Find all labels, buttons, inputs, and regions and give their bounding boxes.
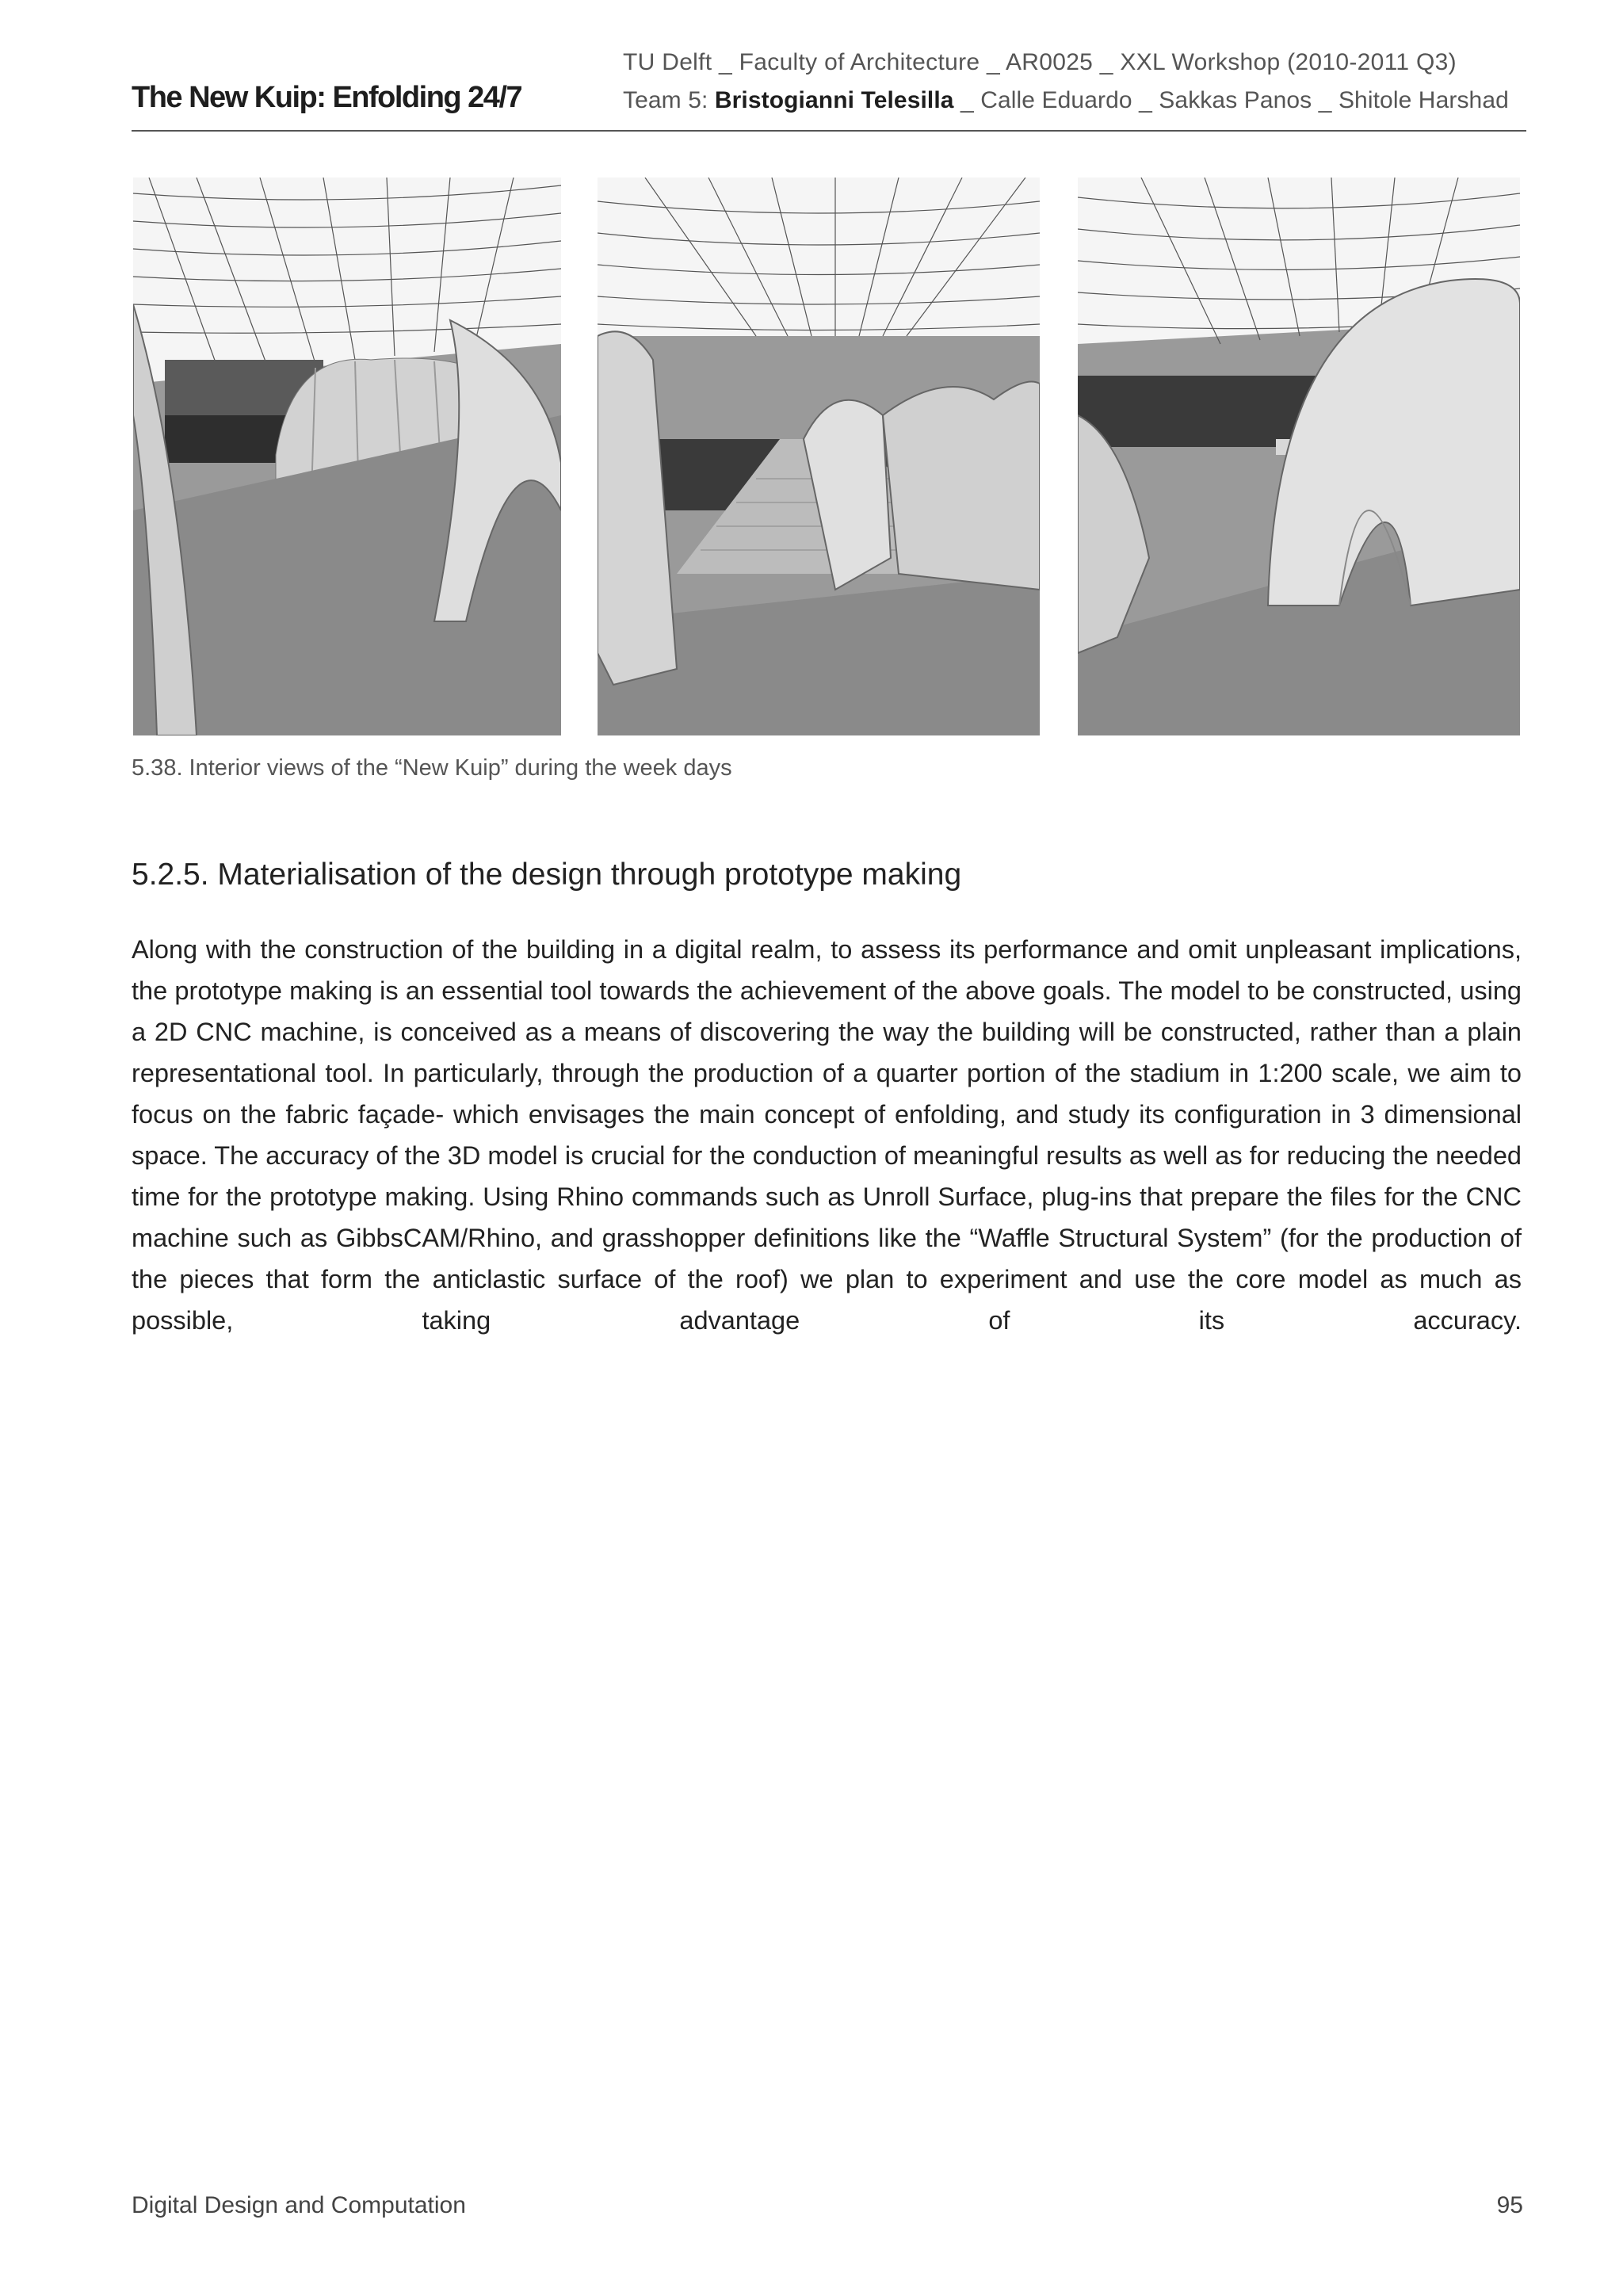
page-header	[132, 41, 1526, 132]
interior-view-image-3	[1078, 178, 1520, 735]
team-lead: Bristogianni Telesilla	[714, 87, 954, 113]
body-paragraph: Along with the construction of the building in a digital realm, to assess its performance and omit unpleasant implications, the prototype making is an essential tool towards the achievement of the above goals. The model to be constructed, using a 2D CNC machine, is conceived as a means of discovering the way the building will be constructed, rather than a plain representational tool. In particularly, through the production of a quarter portion of the stadium in 1:200 scale, we aim to focus on the fabric façade- which envisages the main concept of enfolding, and study its configuration in 3 dimensional space. The accuracy of the 3D model is crucial for the conduction of meaningful results as well as for reducing the needed time for the prototype making. Using Rhino commands such as Unroll Surface, plug-ins that prepare the files for the CNC machine such as GibbsCAM/Rhino, and grasshopper definitions like the “Waffle Structural System” (for the production of the pieces that form the anticlastic surface of the roof) we plan to experiment and use the core model as much as possible, taking advantage of its accuracy.	[132, 935, 1522, 1335]
footer-title: Digital Design and Computation	[132, 2192, 466, 2218]
page-number: 95	[1496, 2192, 1523, 2218]
team-prefix: Team 5:	[623, 87, 715, 113]
document-title: The New Kuip: Enfolding 24/7	[132, 81, 522, 114]
section-heading: 5.2.5. Materialisation of the design through prototype making	[132, 858, 962, 892]
team-info	[623, 87, 1509, 114]
interior-view-image-2	[598, 178, 1040, 735]
interior-view-image-1	[133, 178, 561, 735]
team-members: _ Calle Eduardo _ Sakkas Panos _ Shitole Harshad	[953, 87, 1509, 113]
course-info: TU Delft _ Faculty of Architecture _ AR0025 _ XXL Workshop (2010-2011 Q3)	[623, 49, 1457, 75]
figure-caption: 5.38. Interior views of the “New Kuip” during the week days	[132, 755, 732, 781]
